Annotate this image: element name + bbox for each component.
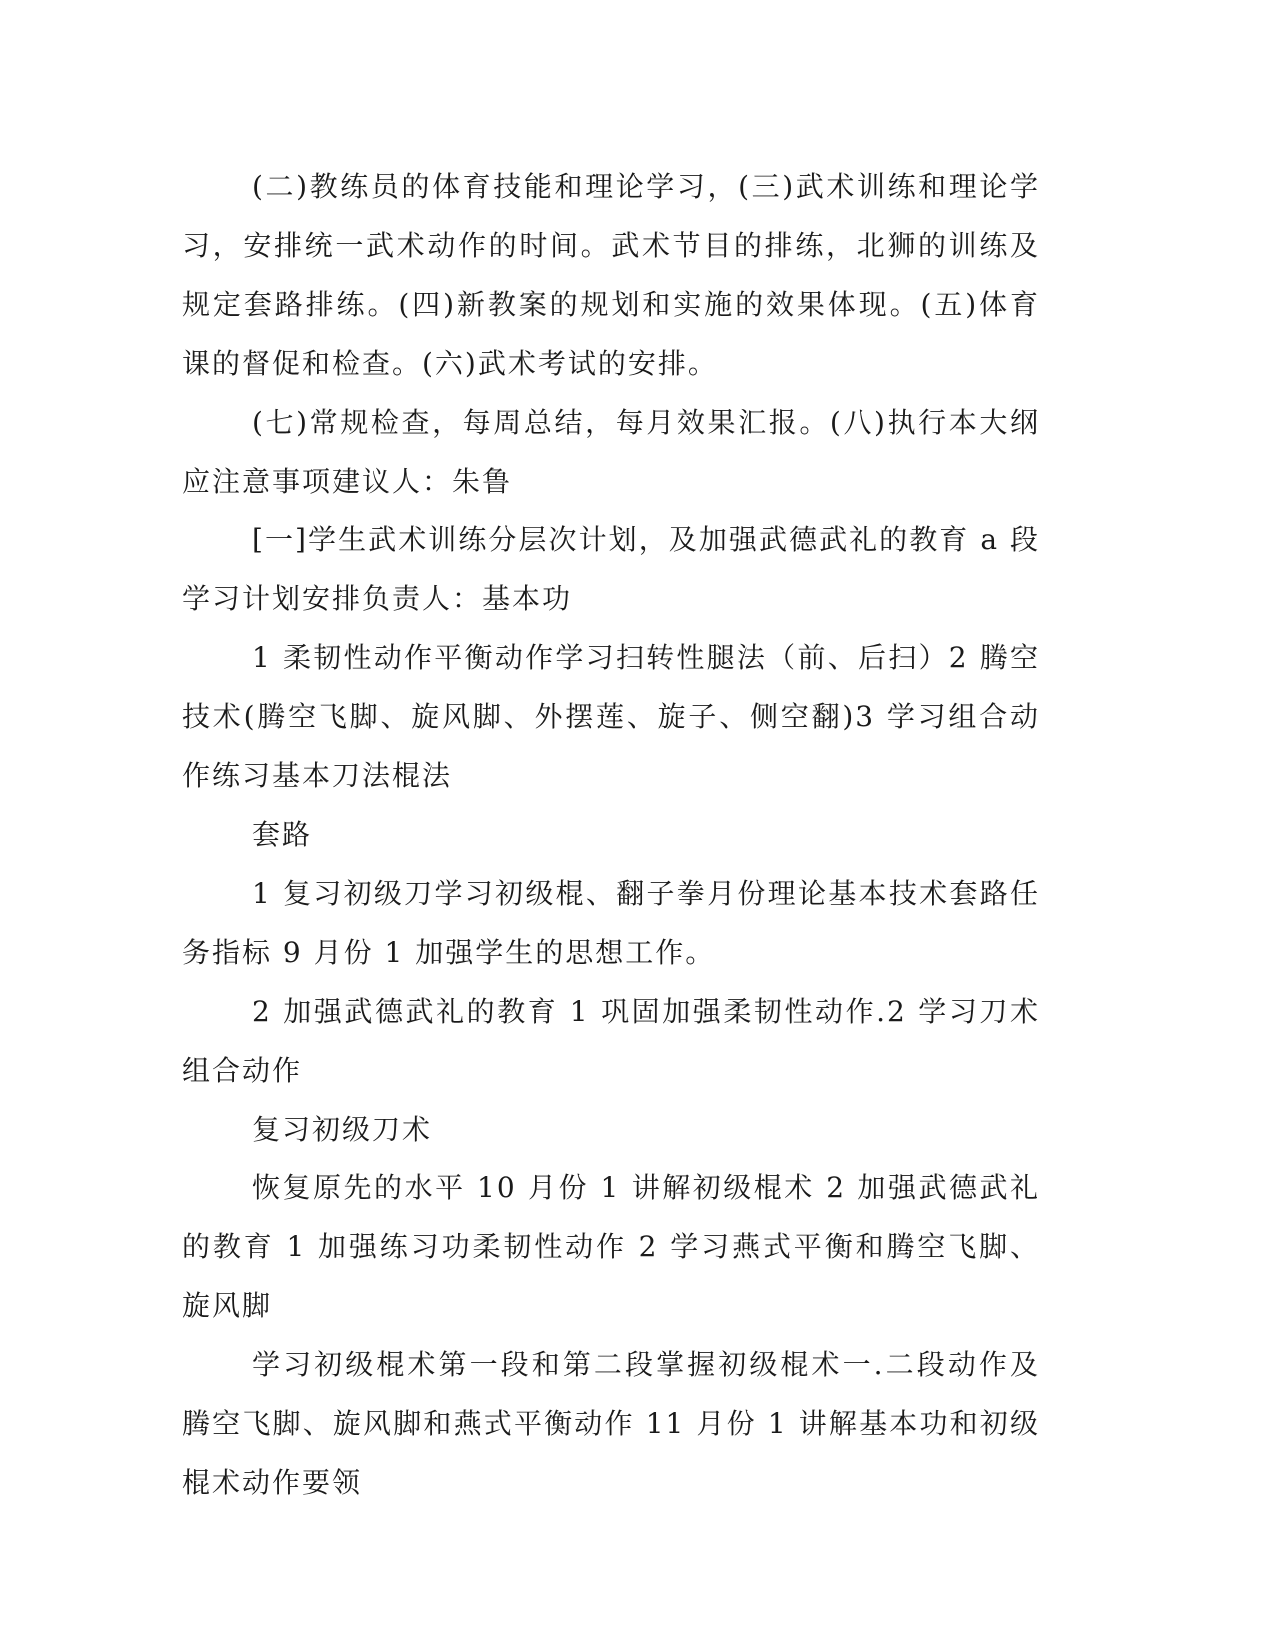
paragraph-3: [一]学生武术训练分层次计划，及加强武德武礼的教育 a 段学习计划安排负责人：基本功 bbox=[182, 523, 1040, 616]
paragraph-5: 套路 bbox=[252, 817, 313, 851]
paragraph-6: 1 复习初级刀学习初级棍、翻子拳月份理论基本技术套路任务指标 9 月份 1 加强学生的思想工作。 bbox=[182, 876, 1040, 969]
paragraph-2: (七)常规检查，每周总结，每月效果汇报。(八)执行本大纲应注意事项建议人：朱鲁 bbox=[182, 405, 1040, 498]
paragraph-9: 恢复原先的水平 10 月份 1 讲解初级棍术 2 加强武德武礼的教育 1 加强练习功柔韧性动作 2 学习燕式平衡和腾空飞脚、旋风脚 bbox=[182, 1171, 1040, 1323]
document-body bbox=[182, 158, 1040, 1513]
paragraph-10: 学习初级棍术第一段和第二段掌握初级棍术一.二段动作及腾空飞脚、旋风脚和燕式平衡动作 11 月份 1 讲解基本功和初级棍术动作要领 bbox=[182, 1348, 1040, 1499]
paragraph-1: (二)教练员的体育技能和理论学习，(三)武术训练和理论学习，安排统一武术动作的时间。武术节目的排练，北狮的训练及规定套路排练。(四)新教案的规划和实施的效果体现。(五)体育课的督促和检查。(六)武术考试的安排。 bbox=[182, 170, 1040, 380]
paragraph-7: 2 加强武德武礼的教育 1 巩固加强柔韧性动作.2 学习刀术组合动作 bbox=[182, 994, 1040, 1087]
paragraph-8: 复习初级刀术 bbox=[252, 1112, 433, 1146]
paragraph-4: 1 柔韧性动作平衡动作学习扫转性腿法（前、后扫）2 腾空技术(腾空飞脚、旋风脚、外摆莲、旋子、侧空翻)3 学习组合动作练习基本刀法棍法 bbox=[182, 641, 1040, 793]
